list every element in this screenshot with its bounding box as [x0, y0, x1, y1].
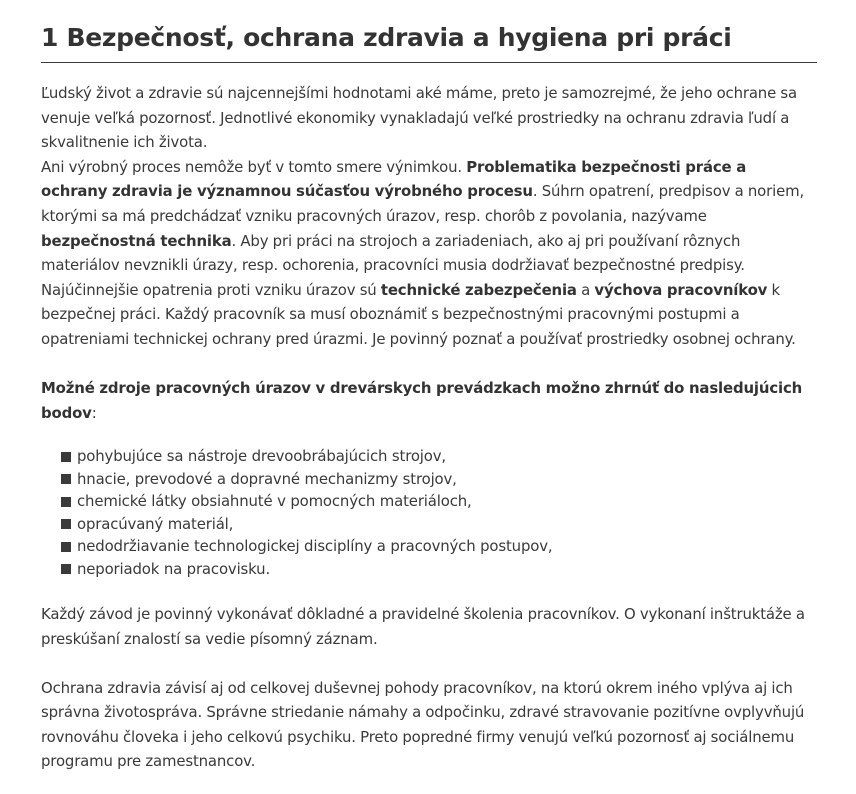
square-bullet-icon — [61, 542, 71, 552]
square-bullet-icon — [61, 564, 71, 574]
training-paragraph: Každý závod je povinný vykonávať dôkladné a pravidelné školenia pracovníkov. O vykonaní inštruktáže a preskúšaní znalostí sa vedie písomný záznam. — [41, 605, 805, 648]
intro-text-c: . Súhrn opatrení, predpisov a noriem, ktorými sa má predchádzať vzniku pracovných úrazov, resp. chorôb z povolania, nazývame — [41, 182, 805, 225]
sources-list — [41, 445, 816, 580]
intro-text-g: a — [576, 280, 595, 299]
list-item-text: nedodržiavanie technologickej disciplíny a pracovných postupov, — [77, 537, 553, 556]
intro-text-a: Ani výrobný proces nemôže byť v tomto smere výnimkou. — [41, 157, 467, 176]
list-item-text: opracúvaný materiál, — [77, 514, 234, 533]
health-paragraph: Ochrana zdravia závisí aj od celkovej duševnej pohody pracovníkov, na ktorú okrem iného vplýva aj ich správna životospráva. Správne striedanie námahy a odpočinku, zdravé stravovanie pozitívne ovplyvňujú rovnováhu človeka i jeho celkovú psychiku. Preto popredné firmy venujú veľkú pozornosť aj sociálnemu programu pre zamestnancov. — [41, 678, 805, 771]
list-item — [61, 535, 816, 558]
list-item-text: hnacie, prevodové a dopravné mechanizmy strojov, — [77, 469, 457, 488]
list-item — [61, 513, 816, 536]
list-item-text: chemické látky obsiahnuté v pomocných materiáloch, — [77, 492, 472, 511]
intro-line-1: Ľudský život a zdravie sú najcennejšími hodnotami aké máme, preto je samozrejmé, že jeho ochrane sa venuje veľká pozornosť. Jednotlivé ekonomiky vynakladajú veľké prostriedky na ochranu zdravia ľudí a skvalitnenie ich života. — [41, 84, 797, 152]
list-item-text: pohybujúce sa nástroje drevoobrábajúcich strojov, — [77, 447, 446, 466]
intro-bold-bezpecnostna-technika: bezpečnostná technika — [41, 231, 232, 250]
sources-heading — [41, 376, 816, 425]
square-bullet-icon — [61, 497, 71, 507]
list-item-text: neporiadok na pracovisku. — [77, 559, 271, 578]
list-item — [61, 490, 816, 513]
intro-bold-vychova-pracovnikov: výchova pracovníkov — [594, 280, 768, 299]
list-item — [61, 468, 816, 491]
list-item — [61, 445, 816, 468]
sources-heading-bold: Možné zdroje pracovných úrazov v drevárskych prevádzkach možno zhrnúť do nasledujúcich bodov — [41, 379, 803, 422]
page-title: 1 Bezpečnosť, ochrana zdravia a hygiena pri práci — [41, 23, 732, 52]
intro-paragraph — [41, 81, 816, 352]
intro-text-i: k bezpečnej práci. Každý pracovník sa musí oboznámiť s bezpečnostnými pracovnými postupmi a opatreniami technickej ochrany pred úrazmi. Je povinný poznať a používať prostriedky osobnej ochrany. — [41, 280, 796, 348]
square-bullet-icon — [61, 519, 71, 529]
title-divider — [41, 62, 817, 63]
intro-text-e: . Aby pri práci na strojoch a zariadeniach, ako aj pri používaní rôznych materiálov nevznikli úrazy, resp. ochorenia, pracovníci musia dodržiavať bezpečnostné predpisy. Najúčinnejšie opatrenia proti vzniku úrazov sú — [41, 231, 745, 299]
square-bullet-icon — [61, 452, 71, 462]
sources-heading-colon: : — [91, 403, 97, 422]
intro-bold-technicke-zabezpecenia: technické zabezpečenia — [380, 280, 577, 299]
list-item — [61, 558, 816, 581]
intro-bold-problematika: Problematika bezpečnosti práce a ochrany zdravia je významnou súčasťou výrobného procesu — [41, 157, 747, 201]
square-bullet-icon — [61, 474, 71, 484]
